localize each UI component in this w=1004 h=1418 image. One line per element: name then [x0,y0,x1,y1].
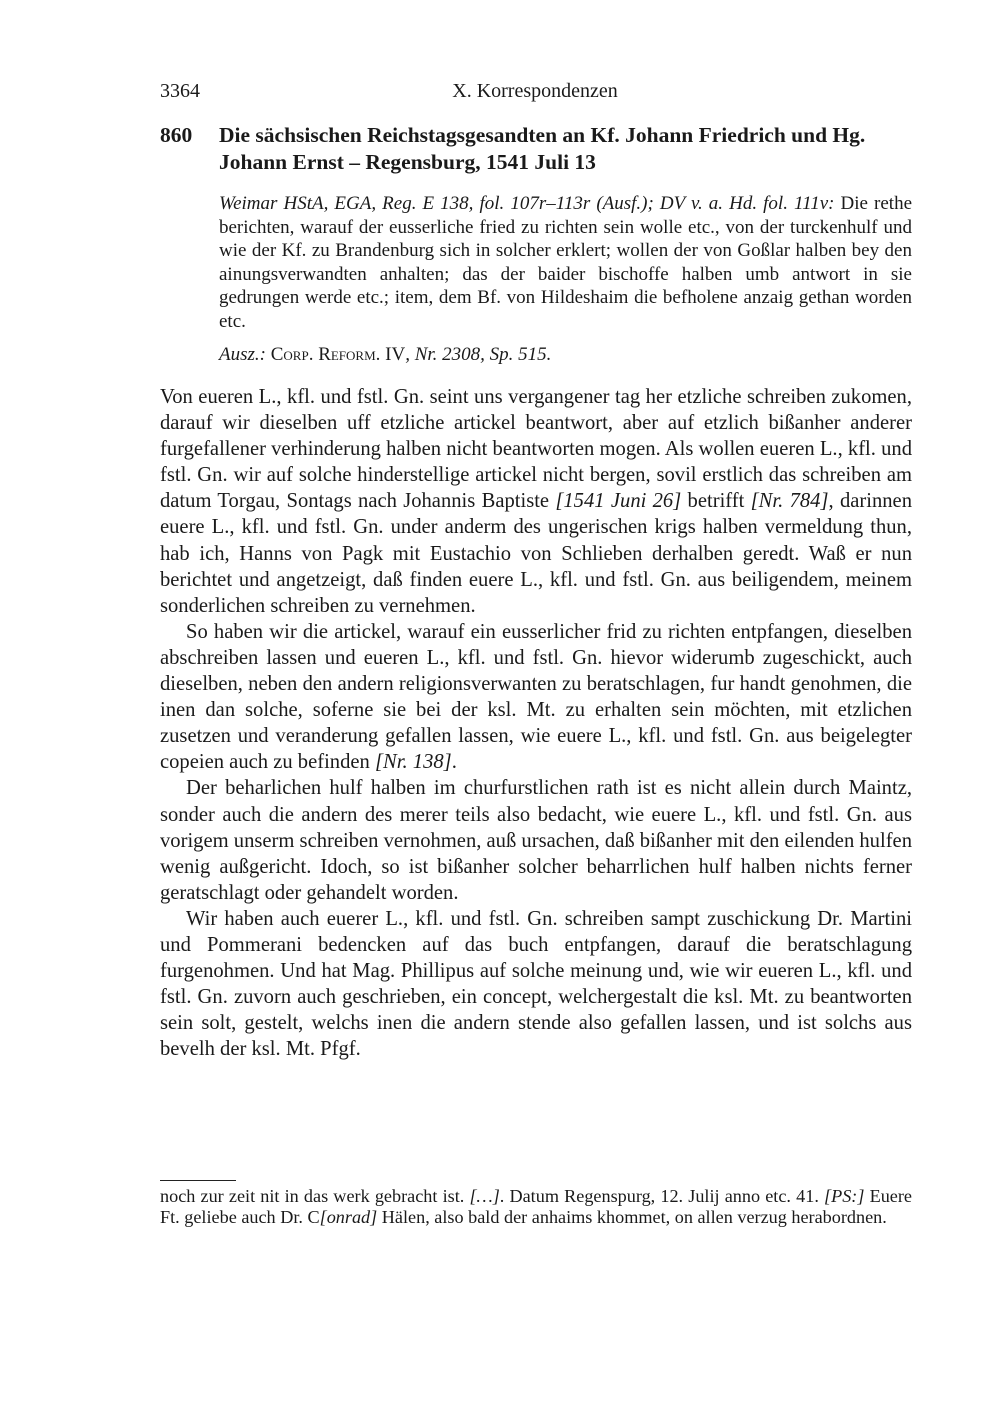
entry-heading [160,122,912,176]
cross-reference: [Nr. 784] [750,490,829,513]
text-run: . [451,751,457,774]
ausz-work: Corp. Reform. IV [270,343,406,365]
footnote [160,1186,912,1228]
archive-reference: Weimar HStA, EGA, Reg. E 138, fol. 107r–113r (Ausf.); DV v. a. Hd. fol. 111v: [219,193,835,214]
omission-mark: […] [469,1186,500,1206]
footnote-rule [160,1180,236,1181]
source-description [219,192,912,334]
text-run: noch zur zeit nit in das werk gebracht ist. [160,1186,470,1206]
postscript-marker: [PS:] [824,1186,865,1206]
entry-title: Die sächsischen Reichstagsgesandten an Kf. Johann Friedrich und Hg. Johann Ernst – Regensburg, 1541 Juli 13 [219,123,866,174]
entry-number: 860 [160,123,193,147]
section-title: X. Korrespondenzen [452,80,618,102]
running-head [160,80,910,106]
paragraph-2 [160,619,912,776]
cross-reference: [Nr. 138] [375,751,452,774]
paragraph-1 [160,384,912,619]
paragraph-4: Wir haben auch euerer L., kfl. und fstl. Gn. schreiben sampt zuschickung Dr. Martini und Pommerani bedencken auf das buch entpfangen, darauf die beratschlagung furgenohmen. Und hat Mag. Phillipus auf solche meinung und, wie wir eueren L., kfl. und fstl. Gn. zuvorn auch geschrieben, ein concept, welchergestalt die ksl. Mt. zu beantworten sein solt, gestelt, welchs inen die andern stende also gefallen lassen, und ist solchs aus bevelh der ksl. Mt. Pfgf. [160,907,912,1061]
footnote-text [160,1186,912,1228]
source-block [219,192,912,366]
ausz-ref: , Nr. 2308, Sp. 515. [405,343,552,365]
ausz-label: Ausz.: [219,343,266,365]
text-run: Hälen, also bald der anhaims khommet, on allen verzug herabordnen. [377,1207,887,1228]
editorial-expansion: [onrad] [319,1207,378,1228]
text-run: betrifft [681,490,751,513]
main-text [160,384,912,1062]
text-run: Von eueren L., kfl. und fstl. Gn. seint uns vergangener tag her etzliche schreiben zukomen, darauf wir dieselben uff etzliche artickel beantwort, aber auf etzlich bißanher anderer furgefallener verhinderung halben nicht beantworten mogen. Als wollen eueren L., kfl. und fstl. Gn. wir auf solche hinderstellige artickel nicht bergen, sovil erstlich das schreiben am datum Torgau, Sontags nach Johannis Baptiste [160,386,912,513]
text-run: . Datum Regenspurg, 12. Julij anno etc. 41. [499,1186,825,1206]
text-run: Euere Ft. geliebe auch Dr. C [160,1186,912,1228]
regest-summary: Die rethe berichten, warauf der eusserliche fried zu richten sein wolle etc., von der turckenhulf und wie der Kf. zu Brandenburg sich in solcher erklert; wollen der von Goßlar halben bey den ainungsverwandten anhalten; das der baider bischoffe halben umb antwort in sie gedrungen werde etc.; item, dem Bf. von Hildeshaim die befholene anzaig gethan worden etc. [219,193,913,332]
excerpt-reference [219,343,912,367]
editorial-date: [1541 Juni 26] [555,490,682,513]
text-run: , darinnen euere L., kfl. und fstl. Gn. under anderm des ungerischen krigs halben vermeldung thun, hab ich, Hanns von Pagk mit Eustachio von Schlieben derhalben geredt. Waß er nun berichtet und angetzeigt, daß finden euere L., kfl. und fstl. Gn. aus beiligendem, meinem sonderlichen schreiben zu vernehmen. [160,490,912,617]
paragraph-3: Der beharlichen hulf halben im churfurstlichen rath ist es nicht allein durch Maintz, sonder auch die andern des merer teils also bedacht, wie euere L., kfl. und fstl. Gn. aus vorigem unserm schreiben vernohmen, auß ursachen, daß bißanher mit den eilenden hulfen wenig außgericht. Idoch, so ist bißanher solcher beharrlichen hulf halben nichts ferner geratschlagt oder gehandelt worden. [160,777,912,904]
page-number: 3364 [160,80,200,102]
text-run: So haben wir die artickel, warauf ein eusserlicher frid zu richten entpfangen, dieselben abschreiben lassen und eueren L., kfl. und fstl. Gn. hievor widerumb zugeschickt, auch dieselben, neben den andern religionsverwanten zu beratschlagen, fur handt genohmen, die inen dan solche, soferne sie bei der ksl. Mt. zu erhalten sein möchten, mit etzlichen zusetzen und veranderung gefallen lassen, wie euere L., kfl. und fstl. Gn. aus beigelegter copeien auch zu befinden [160,620,912,774]
